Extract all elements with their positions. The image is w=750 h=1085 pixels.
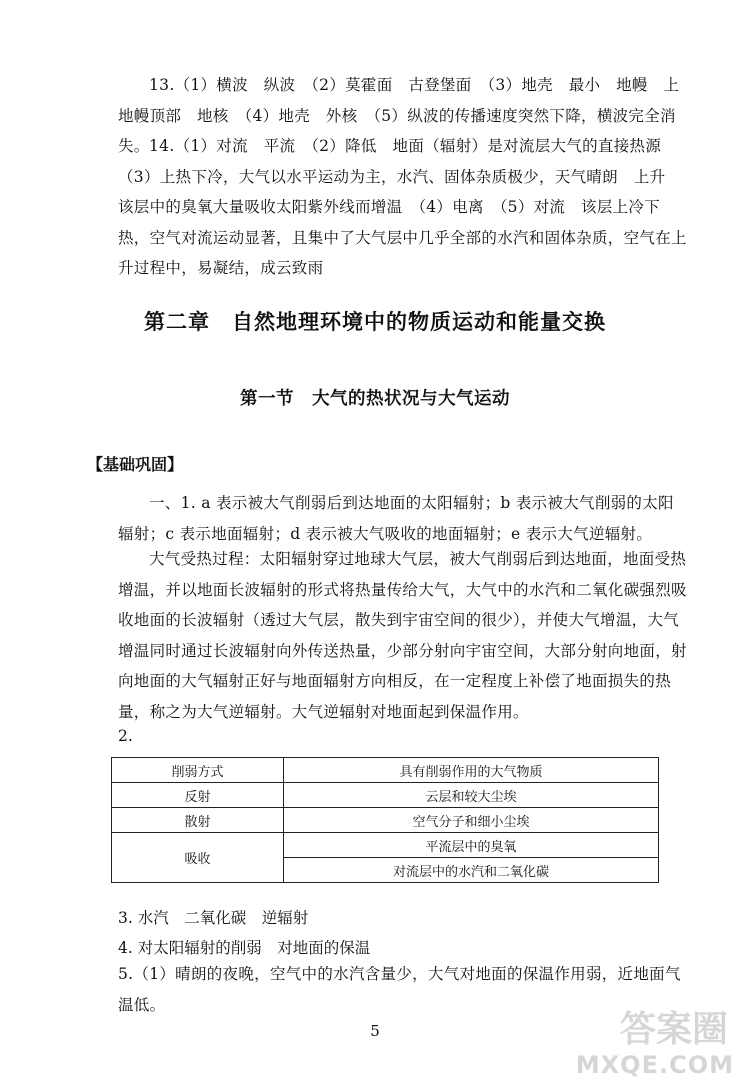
table-cell: 平流层中的臭氧 — [284, 833, 659, 858]
table-cell: 对流层中的水汽和二氧化碳 — [284, 858, 659, 883]
table-cell: 吸收 — [112, 833, 284, 883]
table-cell: 空气分子和细小尘埃 — [284, 808, 659, 833]
table-cell: 反射 — [112, 783, 284, 808]
atmosphere-heating-process: 大气受热过程：太阳辐射穿过地球大气层，被大气削弱后到达地面，地面受热增温，并以地面长波辐射的形式将热量传给大气，大气中的水汽和二氧化碳强烈吸收地面的长波辐射（透过大气层，散失到宇宙空间的很少），并使大气增温，大气增温同时通过长波辐射向外传送热量，少部分射向宇宙空间，大部分射向地面，射向地面的大气辐射正好与地面辐射方向相反，在一定程度上补偿了地面损失的热量，称之为大气逆辐射。大气逆辐射对地面起到保温作用。 — [118, 550, 687, 721]
watermark-text-en: MXQE.COM — [575, 1051, 734, 1079]
page-number: 5 — [370, 1022, 380, 1040]
answer-14: 14.（1）对流 平流 （2）降低 地面（辐射）是对流层大气的直接热源（3）上热下冷，大气以水平运动为主，水汽、固体杂质极少，天气晴朗 上升 该层中的臭氧大量吸收太阳紫外线而增温 （4）电离 （5）对流 该层上冷下热，空气对流运动显著，且集中了大气层中几乎全部的水汽和固体杂质，空气在上升过程中，易凝结，成云致雨 — [118, 137, 687, 277]
answer-part1-item1: 一、1. a 表示被大气削弱后到达地面的太阳辐射；b 表示被大气削弱的太阳辐射；c 表示地面辐射；d 表示被大气吸收的地面辐射；e 表示大气逆辐射。 — [118, 494, 674, 543]
answer-part2-item4: 4. 对太阳辐射的削弱 对地面的保温 — [118, 939, 371, 957]
table-row — [112, 783, 659, 808]
watermark-text-cn: 答案圈 — [619, 1009, 728, 1050]
section-heading: 【基础巩固】 — [87, 455, 184, 474]
answer-part2-item5: 5.（1）晴朗的夜晚，空气中的水汽含量少，大气对地面的保温作用弱，近地面气温低。 — [118, 965, 681, 1014]
chapter-title: 第二章 自然地理环境中的物质运动和能量交换 — [144, 310, 606, 334]
table-row — [112, 808, 659, 833]
table-row — [112, 758, 659, 783]
table-header-cell: 削弱方式 — [112, 758, 284, 783]
attenuation-table — [111, 757, 659, 883]
table-cell: 散射 — [112, 808, 284, 833]
answer-part2-item3: 3. 水汽 二氧化碳 逆辐射 — [118, 909, 309, 927]
answer-13: 13.（1）横波 纵波 （2）莫霍面 古登堡面 （3）地壳 最小 地幔 上地幔顶部 地核 （4）地壳 外核 （5）纵波的传播速度突然下降，横波完全消失。 — [118, 76, 680, 155]
table-cell: 云层和较大尘埃 — [284, 783, 659, 808]
section-title: 第一节 大气的热状况与大气运动 — [240, 389, 510, 409]
table-row — [112, 833, 659, 858]
watermark-logo — [575, 1001, 740, 1079]
table-header-cell: 具有削弱作用的大气物质 — [284, 758, 659, 783]
answer-part1-item2-label: 2. — [118, 727, 133, 745]
